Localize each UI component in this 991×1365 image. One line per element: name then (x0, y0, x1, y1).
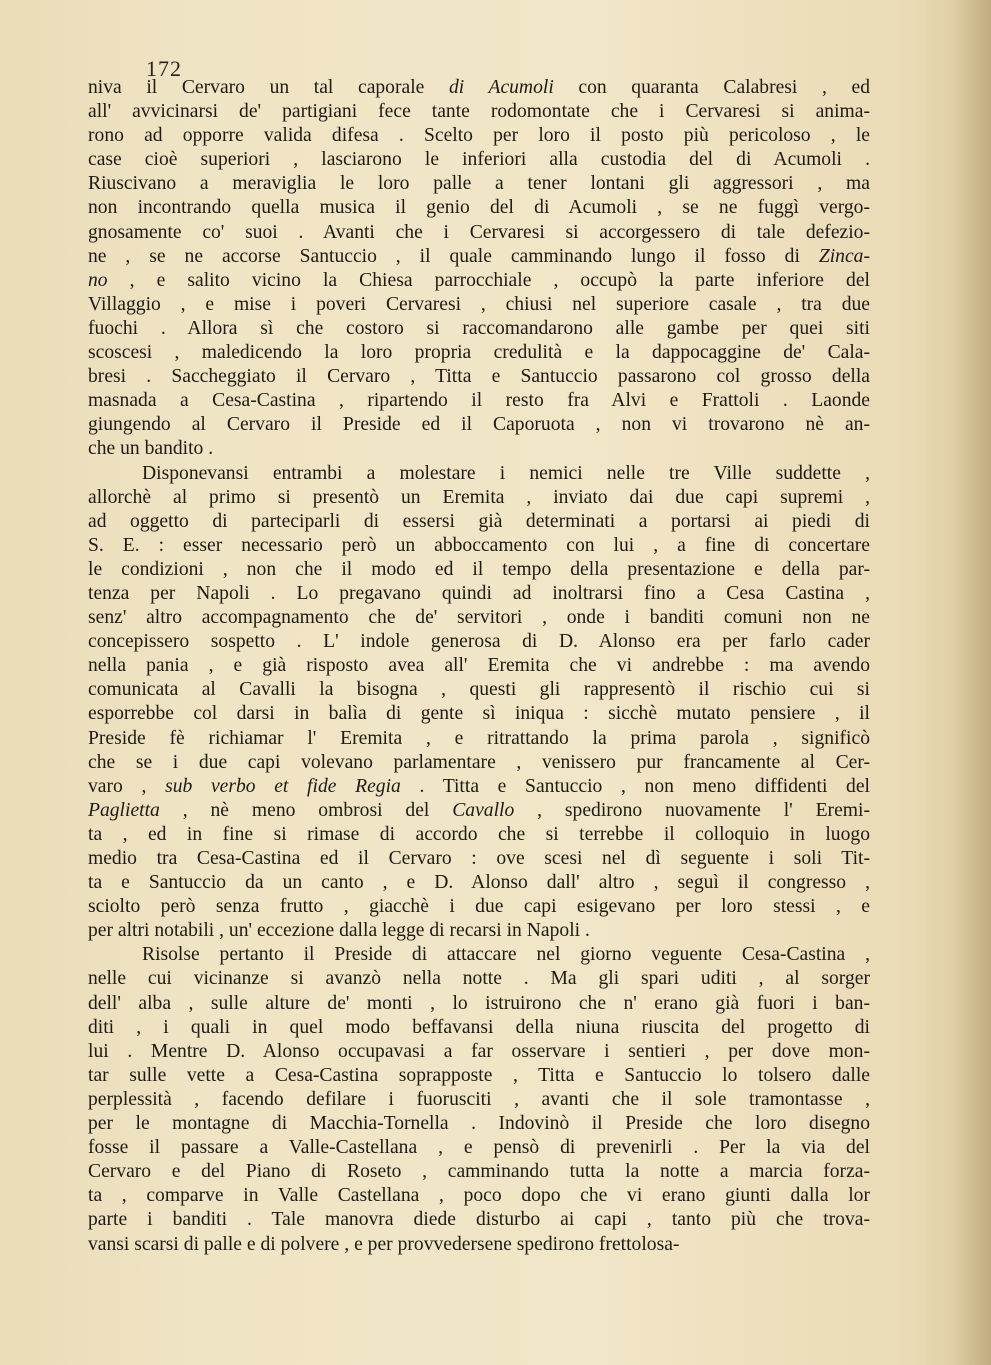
text-segment: bresi . Saccheggiato il Cervaro , Titta e Santuccio passarono col grosso della (88, 366, 870, 388)
text-segment: ta , comparve in Valle Castellana , poco dopo che vi erano giunti dalla lor (88, 1185, 870, 1207)
text-line (88, 100, 870, 124)
text-segment: rono ad opporre valida difesa . Scelto per loro il posto più pericoloso , le (88, 125, 870, 147)
text-line (88, 534, 870, 558)
text-segment: allorchè al primo si presentò un Eremita , inviato dai due capi supremi , (88, 486, 870, 508)
text-segment: ta , ed in fine si rimase di accordo che si terrebbe il colloquio in luogo (88, 823, 870, 845)
text-segment: ad oggetto di parteciparli di essersi già determinati a portarsi ai piedi di (88, 510, 870, 532)
text-line (88, 293, 870, 317)
italic-text: sub verbo et fide Regia (165, 775, 401, 797)
text-segment: per le montagne di Macchia-Tornella . Indovinò il Preside che loro disegno (88, 1113, 870, 1135)
text-line (88, 1208, 870, 1232)
text-segment: vansi scarsi di palle e di polvere , e per provvedersene spedirono frettolosa- (88, 1233, 680, 1255)
text-line (88, 365, 870, 389)
text-segment: masnada a Cesa-Castina , ripartendo il resto fra Alvi e Frattoli . Laonde (88, 390, 870, 412)
text-segment: Risolse pertanto il Preside di attaccare nel giorno veguente Cesa-Castina , (142, 944, 870, 966)
text-line (88, 1112, 870, 1136)
text-line (88, 751, 870, 775)
text-line (88, 486, 870, 510)
text-segment: Preside fè richiamar l' Eremita , e ritrattando la prima parola , significò (88, 727, 870, 749)
text-line (88, 1136, 870, 1160)
text-line (88, 1064, 870, 1088)
text-line (88, 582, 870, 606)
text-line (88, 799, 870, 823)
text-segment: case cioè superiori , lasciarono le inferiori alla custodia del di Acumoli . (88, 149, 870, 171)
text-segment: le condizioni , non che il modo ed il tempo della presentazione e della par- (88, 558, 870, 580)
text-line (88, 895, 870, 919)
text-line (88, 317, 870, 341)
text-line (88, 847, 870, 871)
text-segment: non incontrando quella musica il genio del di Acumoli , se ne fuggì vergo- (88, 197, 870, 219)
text-line (88, 437, 870, 461)
text-segment: ta e Santuccio da un canto , e D. Alonso dall' altro , seguì il congresso , (88, 872, 870, 894)
page-edge-shadow (951, 0, 991, 1365)
italic-text: di Acumoli (448, 77, 554, 98)
text-line (88, 462, 870, 486)
text-line (88, 1040, 870, 1064)
text-line (88, 992, 870, 1016)
text-line (88, 124, 870, 148)
text-segment: tenza per Napoli . Lo pregavano quindi ad inoltrarsi fino a Cesa Castina , (88, 582, 870, 604)
text-line (88, 654, 870, 678)
text-line (88, 678, 870, 702)
text-line (88, 967, 870, 991)
text-line (88, 389, 870, 413)
text-line (88, 775, 870, 799)
text-line (88, 269, 870, 293)
text-segment: tar sulle vette a Cesa-Castina soprapposte , Titta e Santuccio lo tolsero dalle (88, 1064, 870, 1086)
text-segment: medio tra Cesa-Castina ed il Cervaro : ove scesi nel dì seguente i soli Tit- (88, 848, 870, 869)
text-line (88, 196, 870, 220)
italic-text: no (88, 269, 108, 291)
text-line (88, 943, 870, 967)
text-segment: , spedirono nuovamente l' Eremi- (514, 799, 870, 821)
text-line (88, 823, 870, 847)
text-line (88, 76, 870, 100)
text-segment: fosse il passare a Valle-Castellana , e pensò di prevenirli . Per la via del (88, 1137, 870, 1159)
text-line (88, 1088, 870, 1112)
text-line (88, 413, 870, 437)
page-number: 172 (146, 56, 182, 81)
text-line (88, 630, 870, 654)
text-segment: esporrebbe col darsi in balìa di gente sì iniqua : sicchè mutato pensiere , il (88, 703, 870, 725)
body-text (88, 76, 870, 1257)
text-line (88, 727, 870, 751)
text-segment: concepissero sospetto . L' indole generosa di D. Alonso era per farlo cader (88, 631, 870, 653)
text-segment: all' avvicinarsi de' partigiani fece tante rodomontate che i Cervaresi si anima- (88, 101, 870, 123)
text-segment: nella pania , e già risposto avea all' Eremita che vi andrebbe : ma avendo (88, 655, 870, 677)
text-line (88, 606, 870, 630)
text-line (88, 221, 870, 245)
text-line (88, 172, 870, 196)
text-segment: Villaggio , e mise i poveri Cervaresi , chiusi nel superiore casale , tra due (88, 293, 870, 315)
text-line (88, 148, 870, 172)
italic-text: Paglietta (88, 799, 160, 821)
text-line (88, 558, 870, 582)
text-segment: dell' alba , sulle alture de' monti , lo istruirono che n' erano già fuori i ban- (88, 992, 870, 1014)
text-segment: perplessità , facendo defilare i fuorusciti , avanti che il sole tramontasse , (88, 1088, 870, 1110)
text-segment: che un bandito . (88, 438, 214, 460)
text-segment: niva il Cervaro un tal caporale (88, 77, 449, 98)
text-line (88, 702, 870, 726)
text-line (88, 1233, 870, 1257)
text-segment: Riuscivano a meraviglia le loro palle a tener lontani gli aggressori , ma (88, 173, 870, 195)
paragraph (88, 462, 870, 944)
text-line (88, 919, 870, 943)
text-segment: Disponevansi entrambi a molestare i nemici nelle tre Ville suddette , (142, 462, 870, 484)
text-segment: Cervaro e del Piano di Roseto , camminando tutta la notte a marcia forza- (88, 1161, 870, 1183)
text-line (88, 1016, 870, 1040)
text-segment: scoscesi , maledicendo la loro propria credulità e la dappocaggine de' Cala- (88, 342, 870, 364)
text-segment: che se i due capi volevano parlamentare , venissero pur francamente al Cer- (88, 751, 870, 773)
text-segment: comunicata al Cavalli la bisogna , questi gli rappresentò il rischio cui si (88, 679, 870, 701)
text-segment: S. E. : esser necessario però un abboccamento con lui , a fine di concertare (88, 534, 870, 556)
text-line (88, 245, 870, 269)
text-segment: , nè meno ombrosi del (159, 799, 453, 821)
italic-text: Cavallo (452, 799, 515, 821)
text-segment: , e salito vicino la Chiesa parrocchiale , occupò la parte inferiore del (107, 269, 870, 291)
text-segment: varo , (88, 775, 166, 797)
text-segment: parte i banditi . Tale manovra diede disturbo ai capi , tanto più che trova- (88, 1209, 870, 1231)
text-segment: nelle cui vicinanze si avanzò nella notte . Ma gli spari uditi , al sorger (88, 968, 870, 990)
paragraph (88, 943, 870, 1256)
text-line (88, 341, 870, 365)
paragraph (88, 76, 870, 462)
text-segment: gnosamente co' suoi . Avanti che i Cervaresi si accorgessero di tale defezio- (88, 221, 870, 243)
text-segment: fuochi . Allora sì che costoro si raccomandarono alle gambe per quei siti (88, 317, 870, 339)
text-line (88, 510, 870, 534)
text-segment: senz' altro accompagnamento che de' servitori , onde i banditi comuni non ne (88, 607, 870, 629)
text-segment: lui . Mentre D. Alonso occupavasi a far osservare i sentieri , per dove mon- (88, 1040, 870, 1062)
text-line (88, 1184, 870, 1208)
text-segment: diti , i quali in quel modo beffavansi della niuna riuscita del progetto di (88, 1016, 870, 1038)
text-segment: ne , se ne accorse Santuccio , il quale camminando lungo il fosso di (88, 245, 819, 267)
text-segment: sciolto però senza frutto , giacchè i due capi esigevano per loro stessi , e (88, 896, 870, 918)
text-segment: giungendo al Cervaro il Preside ed il Caporuota , non vi trovarono nè an- (88, 414, 870, 436)
text-segment: con quaranta Calabresi , ed (553, 77, 870, 98)
text-segment: per altri notabili , un' eccezione dalla legge di recarsi in Napoli . (88, 920, 590, 942)
text-segment: . Titta e Santuccio , non meno diffidenti del (400, 775, 870, 797)
text-line (88, 1160, 870, 1184)
italic-text: Zinca- (818, 245, 870, 267)
text-line (88, 871, 870, 895)
